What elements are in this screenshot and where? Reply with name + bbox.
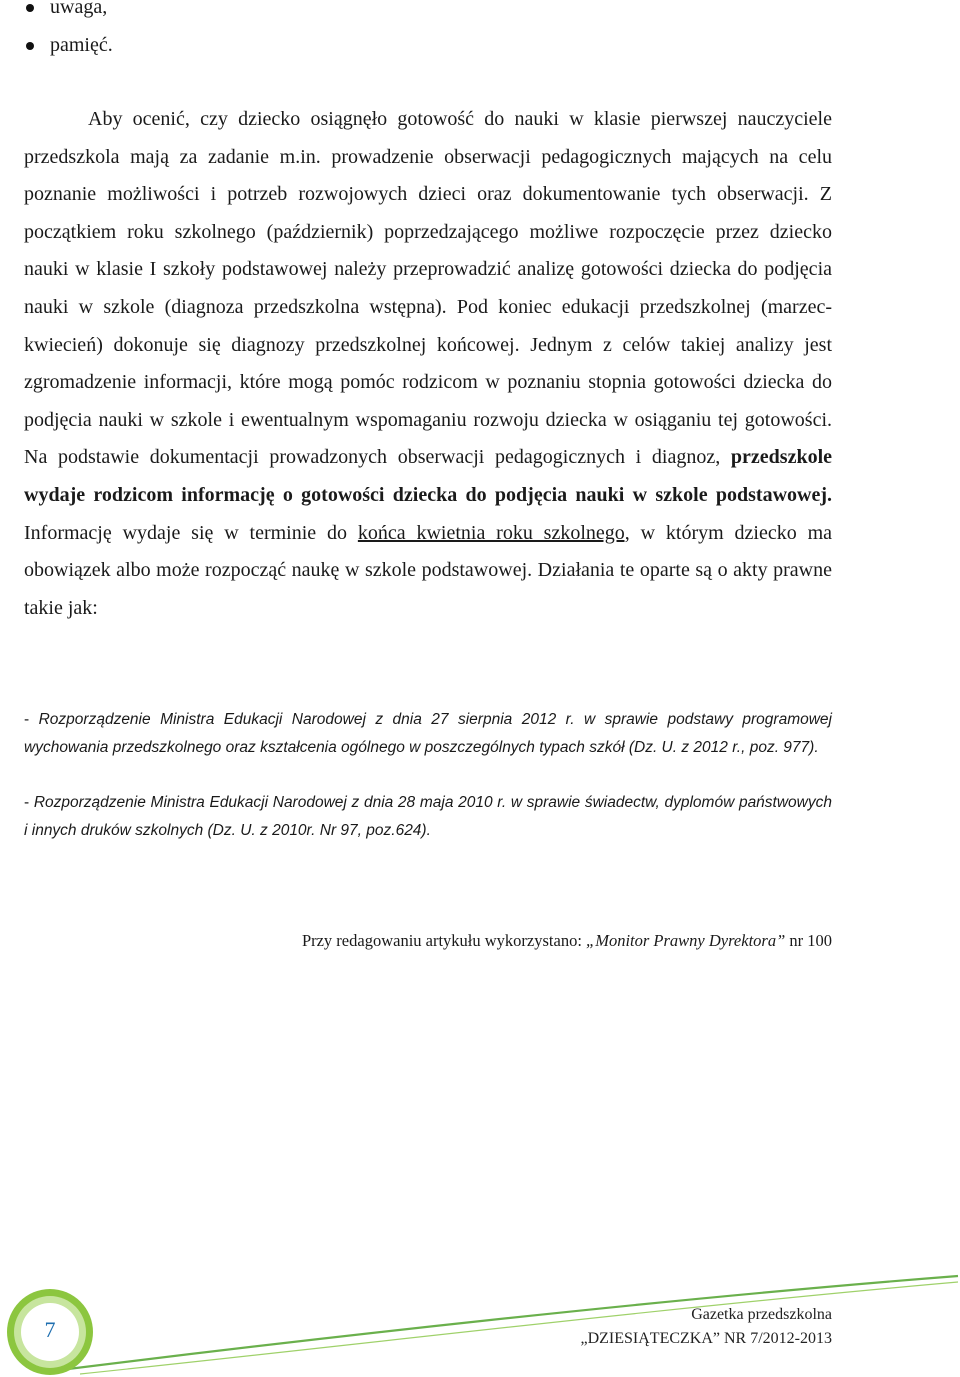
paragraph-text: Informację wydaje się w terminie do (24, 521, 358, 544)
paragraph-text: w którym dziecko ma obowiązek albo może rozpocząć naukę w szkole podstawowej. Działania te oparte są o akty prawne takie jak: (24, 521, 833, 619)
legal-act-title: Rozporządzenie Ministra Edukacji Narodowej z dnia 28 maja 2010 r. (33, 794, 507, 811)
page-number: 7 (44, 1317, 56, 1342)
legal-act-2 (24, 789, 832, 844)
source-note (302, 928, 832, 954)
legal-act-text: w sprawie podstawy programowej wychowania przedszkolnego oraz kształcenia ogólnego w poszczególnych typach szkół (Dz. U. z 2012 r., poz. 977). (24, 711, 832, 756)
footer-line-2: „DZIESIĄTECZKA” NR 7/2012-2013 (580, 1330, 832, 1347)
legal-dash: - (24, 711, 39, 728)
paragraph-bold-text: przedszkole wydaje rodzicom informację o gotowości dziecka do podjęcia nauki w szkole podstawowej. (24, 446, 832, 506)
source-issue: nr 100 (785, 931, 832, 950)
legal-dash: - (24, 794, 34, 811)
footer-title (580, 1303, 832, 1351)
bullet-item: pamięć. (24, 26, 113, 64)
source-title: „Monitor Prawny Dyrektora” (586, 931, 786, 950)
legal-act-title: Rozporządzenie Ministra Edukacji Narodowej z dnia 27 sierpnia 2012 r. (38, 711, 575, 728)
bullet-list (24, 0, 113, 64)
source-lead: Przy redagowaniu artykułu wykorzystano: (301, 931, 587, 950)
paragraph-underlined-text: końca kwietnia roku szkolnego, (357, 521, 630, 544)
bullet-item: uwaga, (24, 0, 113, 26)
main-paragraph (24, 101, 832, 627)
legal-act-text: w sprawie świadectw, dyplomów państwowych i innych druków szkolnych (Dz. U. z 2010r. Nr 97, poz.624). (24, 794, 832, 839)
legal-act-1 (24, 706, 832, 761)
paragraph-text: Aby ocenić, czy dziecko osiągnęło gotowość do nauki w klasie pierwszej nauczyciele przedszkola mają za zadanie m.in. prowadzenie obserwacji pedagogicznych mających na celu poznanie możliwości i potrzeb rozwojowych dzieci oraz dokumentowanie tych obserwacji. Z początkiem roku szkolnego (październik) poprzedzającego możliwe rozpoczęcie przez dziecko nauki w klasie I szkoły podstawowej należy przeprowadzić analizę gotowości dziecka do podjęcia nauki w szkole (diagnoza przedszkolna wstępna). Pod koniec edukacji przedszkolnej (marzec-kwiecień) dokonuje się diagnozy przedszkolnej końcowej. Jednym z celów takiej analizy jest zgromadzenie informacji, które mogą pomóc rodzicom w poznaniu stopnia gotowości dziecka do podjęcia nauki w szkole i ewentualnym wspomaganiu rozwoju dziecka w osiąganiu tej gotowości. Na podstawie dokumentacji prowadzonych obserwacji pedagogicznych i diagnoz, (24, 108, 832, 469)
footer-line-1: Gazetka przedszkolna (691, 1306, 832, 1323)
